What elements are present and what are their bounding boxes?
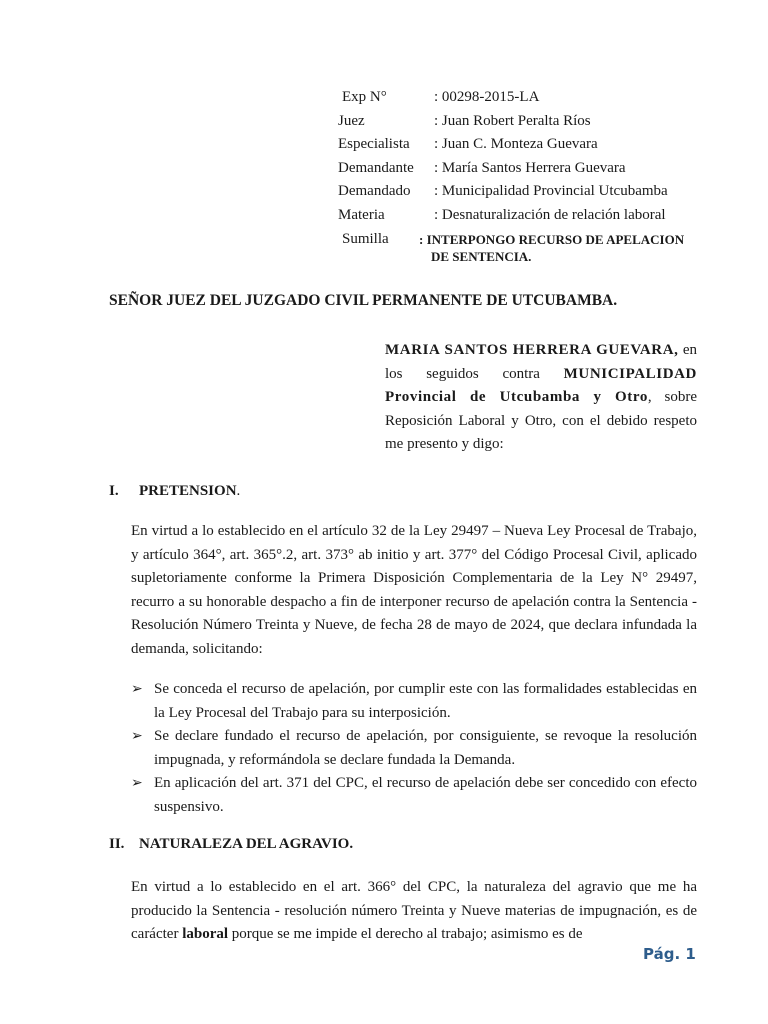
header-label: Exp N°	[342, 89, 387, 105]
section-number: I.	[109, 483, 119, 499]
section-title: PRETENSION	[139, 483, 237, 499]
addressee-heading: SEÑOR JUEZ DEL JUZGADO CIVIL PERMANENTE DE UTCUBAMBA.	[109, 292, 618, 309]
sumilla-label: Sumilla	[342, 230, 389, 247]
section-number: II.	[109, 836, 125, 852]
header-label: Juez	[338, 112, 365, 129]
intro-text: en los seguidos contra	[385, 342, 697, 382]
intro-paragraph	[385, 339, 697, 457]
header-label: Demandado	[338, 183, 411, 200]
header-value: : Juan C. Monteza Guevara	[434, 136, 598, 153]
arrow-bullet-icon: ➢	[131, 681, 143, 697]
header-value: : Desnaturalización de relación laboral	[434, 206, 666, 223]
arrow-bullet-icon: ➢	[131, 728, 143, 745]
sumilla-value: : INTERPONGO RECURSO DE APELACION	[419, 231, 685, 247]
section-heading-pretension	[109, 483, 240, 500]
header-label: Especialista	[338, 136, 410, 153]
list-item-text: Se declare fundado el recurso de apelación, por consiguiente, se revoque la resolución impugnada, y reformándola se declare fundada la Demanda.	[154, 728, 697, 768]
petitioner-name: MARIA SANTOS HERRERA GUEVARA,	[385, 342, 679, 358]
section-heading-agravio	[109, 836, 353, 853]
agravio-text: En virtud a lo establecido en el art. 366° del CPC, la naturaleza del agravio que me ha producido la Sentencia - resolución número Treinta y Nueve materias de impugnación, es de carácter	[131, 879, 697, 943]
agravio-paragraph	[131, 876, 697, 947]
list-item	[131, 725, 697, 772]
agravio-text-end: porque se me impide el derecho al trabajo; asimismo es de	[228, 926, 583, 943]
page-number: Pág. 1	[643, 945, 696, 963]
list-item	[131, 772, 697, 819]
header-value: : Juan Robert Peralta Ríos	[434, 112, 591, 129]
agravio-bold: laboral	[182, 926, 229, 943]
sumilla-value-line2: DE SENTENCIA.	[431, 249, 532, 264]
header-value: : 00298-2015-LA	[434, 89, 540, 105]
request-list	[131, 678, 697, 820]
header-label: Materia	[338, 206, 385, 223]
list-item	[131, 678, 697, 725]
header-label: Demandante	[338, 159, 414, 176]
header-value: : María Santos Herrera Guevara	[434, 159, 626, 176]
intro-text-end: , sobre Reposición Laboral y Otro, con el debido respeto me presento y digo:	[385, 389, 697, 452]
section-title-period: .	[236, 483, 241, 499]
header-value: : Municipalidad Provincial Utcubamba	[434, 183, 668, 200]
section-title: NATURALEZA DEL AGRAVIO.	[139, 836, 354, 852]
defendant-name: MUNICIPALIDAD Provincial de Utcubamba y Otro	[385, 365, 697, 405]
pretension-paragraph: En virtud a lo establecido en el artículo 32 de la Ley 29497 – Nueva Ley Procesal de Trabajo, y artículo 364°, art. 365°.2, art. 373° ab initio y art. 377° del Código Procesal Civil, aplicado supletoriamente conforme la Primera Disposición Complementaria de la Ley N° 29497, recurro a su honorable despacho a fin de interponer recurso de apelación contra la Sentencia - Resolución Número Treinta y Nueve, de fecha 28 de mayo de 2024, que declara infundada la demanda, solicitando:	[131, 523, 697, 657]
arrow-bullet-icon: ➢	[131, 775, 143, 792]
list-item-text: Se conceda el recurso de apelación, por cumplir este con las formalidades establecidas en la Ley Procesal del Trabajo para su interposición.	[154, 681, 697, 721]
list-item-text: En aplicación del art. 371 del CPC, el recurso de apelación debe ser concedido con efecto suspensivo.	[154, 775, 697, 815]
